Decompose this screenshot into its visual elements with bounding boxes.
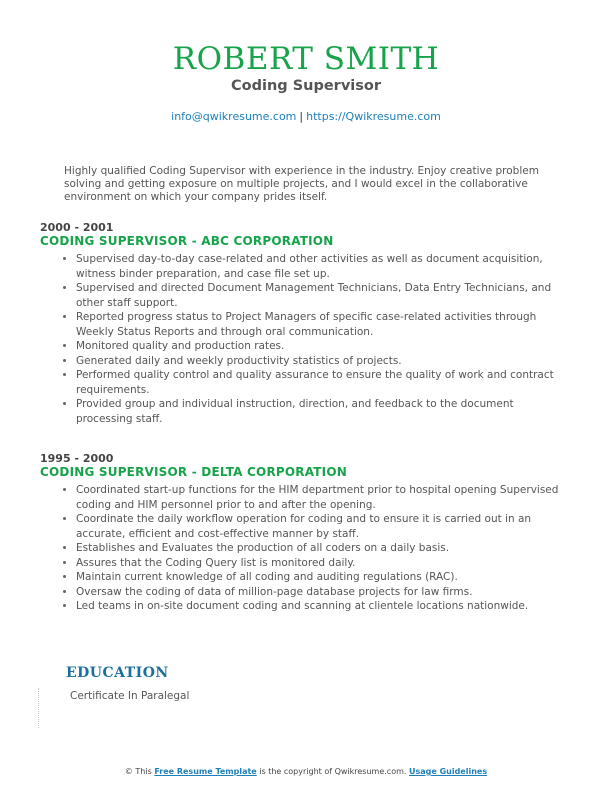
bullet-item: • Performed quality control and quality assurance to ensure the quality of work and contract requirements.	[76, 368, 560, 397]
bullet-item: • Provided group and individual instruction, direction, and feedback to the document processing staff.	[76, 397, 560, 426]
bullet-item: • Led teams in on-site document coding and scanning at clientele locations nationwide.	[76, 599, 560, 614]
resume-header	[0, 0, 612, 123]
job-title: CODING SUPERVISOR - DELTA CORPORATION	[40, 465, 347, 479]
job-title: CODING SUPERVISOR - ABC CORPORATION	[40, 234, 334, 248]
email-link[interactable]: info@qwikresume.com	[171, 110, 297, 123]
bullet-item: • Coordinate the daily workflow operation for coding and to ensure it is carried out in an accurate, efficient and cost-effective manner by staff.	[76, 512, 560, 541]
bullet-item: • Reported progress status to Project Managers of specific case-related activities through Weekly Status Reports and through oral communication.	[76, 310, 560, 339]
job-dates: 2000 - 2001	[40, 221, 114, 234]
free-resume-template-link[interactable]: Free Resume Template	[154, 767, 257, 776]
education-heading: EDUCATION	[66, 665, 169, 681]
footer-middle: is the copyright of Qwikresume.com.	[259, 767, 407, 776]
bullet-item: • Supervised day-to-day case-related and other activities as well as document acquisition, witness binder preparation, and case file set up.	[76, 252, 560, 281]
bullet-item: • Establishes and Evaluates the production of all coders on a daily basis.	[76, 541, 560, 556]
website-link[interactable]: https://Qwikresume.com	[306, 110, 441, 123]
bullet-item: • Assures that the Coding Query list is monitored daily.	[76, 556, 560, 571]
bullet-item: • Coordinated start-up functions for the HIM department prior to hospital opening Supervised coding and HIM personnel prior to and after the opening.	[76, 483, 560, 512]
bullet-item: • Monitored quality and production rates.	[76, 339, 560, 354]
candidate-title: Coding Supervisor	[231, 78, 381, 94]
footer-prefix: © This	[124, 767, 152, 776]
candidate-name: ROBERT SMITH	[172, 41, 440, 77]
job-bullets	[40, 483, 560, 614]
job-dates: 1995 - 2000	[40, 452, 114, 465]
education-divider	[38, 688, 39, 728]
contact-separator: |	[299, 110, 304, 123]
bullet-item: • Supervised and directed Document Management Technicians, Data Entry Technicians, and other staff support.	[76, 281, 560, 310]
bullet-item: • Generated daily and weekly productivity statistics of projects.	[76, 354, 560, 369]
job-bullets	[40, 252, 560, 426]
bullet-item: • Oversaw the coding of data of million-page database projects for law firms.	[76, 585, 560, 600]
footer-copyright	[0, 767, 612, 776]
summary-paragraph: Highly qualified Coding Supervisor with experience in the industry. Enjoy creative problem solving and getting exposure on multiple projects, and I would excel in the collaborative environment on which your company prides itself.	[64, 165, 539, 203]
bullet-item: • Maintain current knowledge of all coding and auditing regulations (RAC).	[76, 570, 560, 585]
contact-line	[0, 110, 612, 123]
experience-entry	[40, 221, 560, 426]
usage-guidelines-link[interactable]: Usage Guidelines	[408, 767, 488, 776]
education-item: Certificate In Paralegal	[70, 690, 190, 702]
experience-entry	[40, 452, 560, 614]
